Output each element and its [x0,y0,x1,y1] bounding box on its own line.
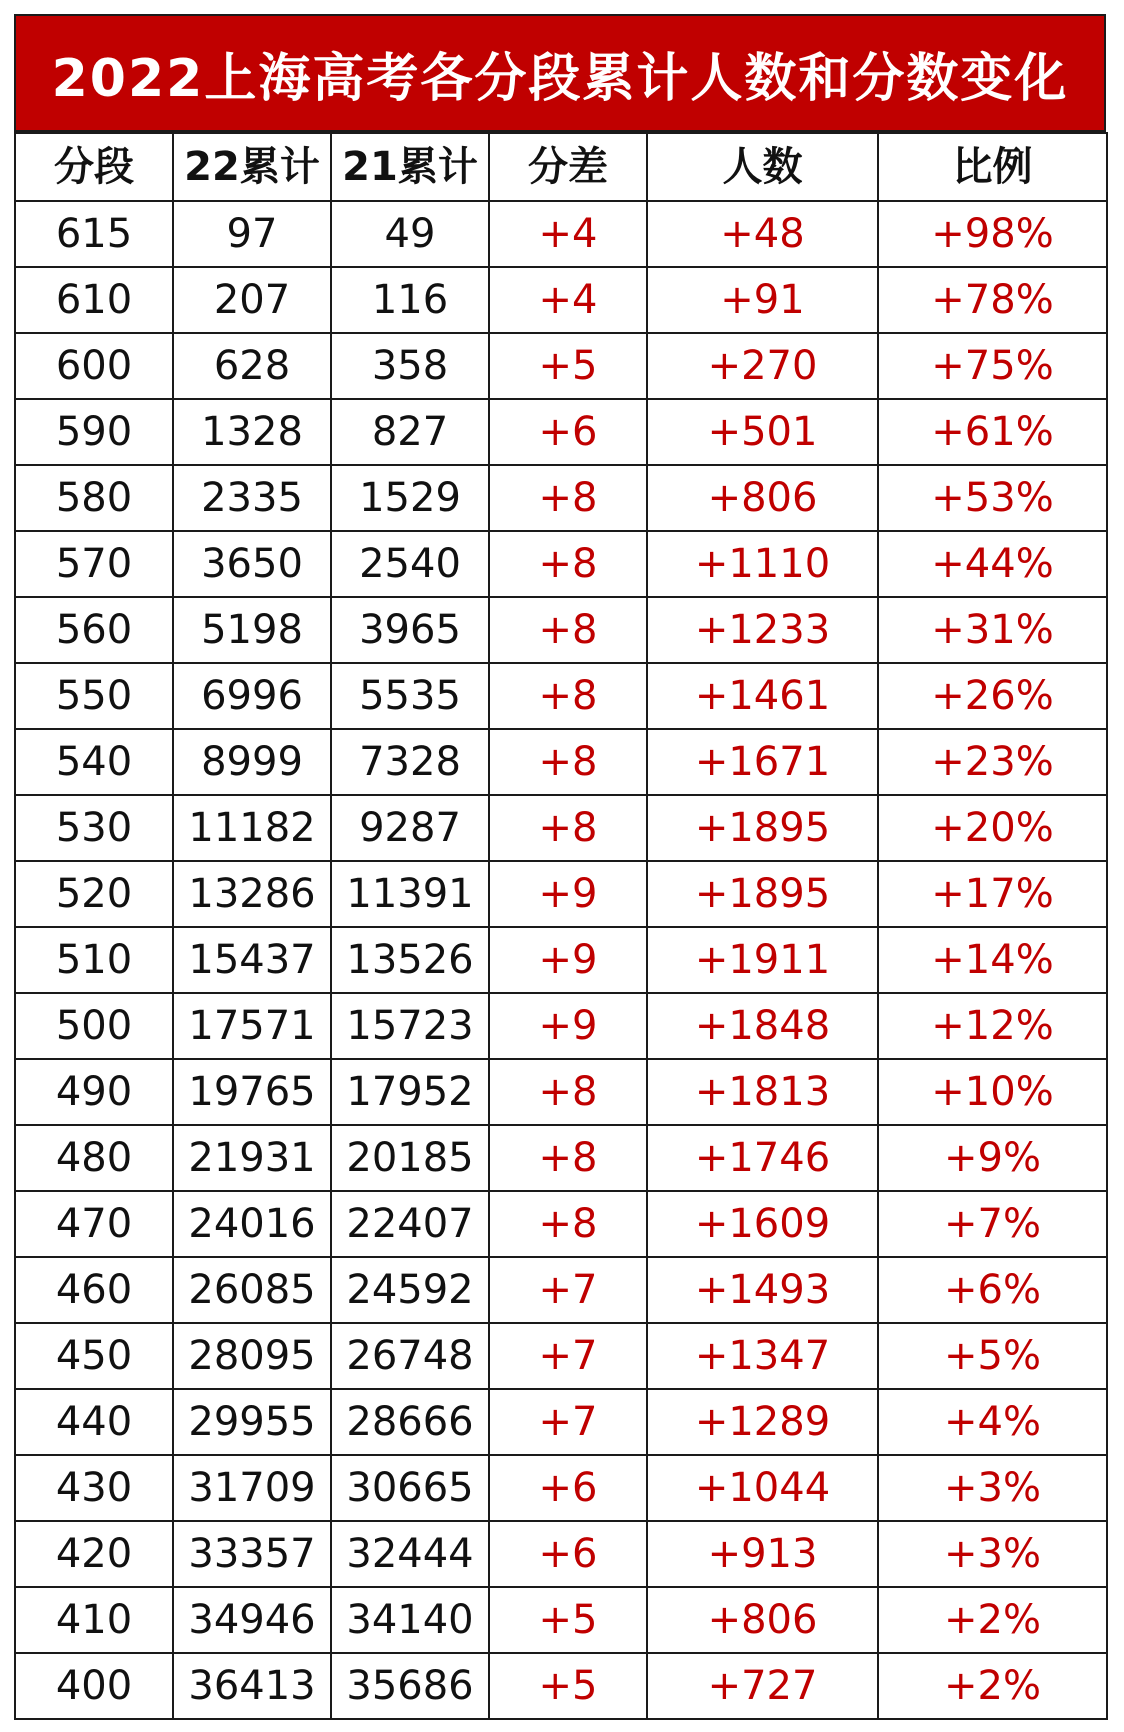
table-row [15,1125,1107,1191]
table-row [15,1521,1107,1587]
score-diff-cell: +8 [489,795,647,861]
cumulative-2021-cell: 26748 [331,1323,489,1389]
score-diff-cell: +6 [489,1455,647,1521]
count-change-cell: +1671 [647,729,878,795]
score-band-cell: 440 [15,1389,173,1455]
cumulative-2022-cell: 207 [173,267,331,333]
score-band-cell: 560 [15,597,173,663]
score-diff-cell: +8 [489,1191,647,1257]
ratio-cell: +3% [878,1455,1107,1521]
cumulative-2021-cell: 2540 [331,531,489,597]
table-row [15,333,1107,399]
table-row [15,927,1107,993]
cumulative-2021-cell: 34140 [331,1587,489,1653]
score-diff-cell: +8 [489,729,647,795]
ratio-cell: +3% [878,1521,1107,1587]
score-band-cell: 410 [15,1587,173,1653]
score-band-cell: 590 [15,399,173,465]
cumulative-2022-cell: 29955 [173,1389,331,1455]
table-row [15,1587,1107,1653]
score-band-cell: 420 [15,1521,173,1587]
count-change-cell: +270 [647,333,878,399]
cumulative-2021-cell: 13526 [331,927,489,993]
count-change-cell: +1848 [647,993,878,1059]
column-header-2022-cumulative: 22累计 [173,133,331,201]
cumulative-2022-cell: 36413 [173,1653,331,1719]
cumulative-2021-cell: 24592 [331,1257,489,1323]
cumulative-2021-cell: 7328 [331,729,489,795]
cumulative-2021-cell: 9287 [331,795,489,861]
column-header-score-band: 分段 [15,133,173,201]
cumulative-2021-cell: 49 [331,201,489,267]
ratio-cell: +2% [878,1587,1107,1653]
score-diff-cell: +7 [489,1389,647,1455]
cumulative-2022-cell: 34946 [173,1587,331,1653]
score-band-cell: 430 [15,1455,173,1521]
score-diff-cell: +4 [489,201,647,267]
column-header-score-difference: 分差 [489,133,647,201]
ratio-cell: +2% [878,1653,1107,1719]
column-header-ratio: 比例 [878,133,1107,201]
cumulative-2021-cell: 20185 [331,1125,489,1191]
cumulative-2022-cell: 21931 [173,1125,331,1191]
table-row [15,1455,1107,1521]
ratio-cell: +75% [878,333,1107,399]
score-diff-cell: +5 [489,1653,647,1719]
score-band-cell: 480 [15,1125,173,1191]
score-band-cell: 580 [15,465,173,531]
table-row [15,1323,1107,1389]
cumulative-2022-cell: 628 [173,333,331,399]
cumulative-2022-cell: 33357 [173,1521,331,1587]
ratio-cell: +53% [878,465,1107,531]
count-change-cell: +1911 [647,927,878,993]
table-row [15,663,1107,729]
cumulative-2022-cell: 17571 [173,993,331,1059]
table-title: 2022上海高考各分段累计人数和分数变化 [14,14,1106,132]
score-diff-cell: +5 [489,333,647,399]
cumulative-2022-cell: 3650 [173,531,331,597]
cumulative-2022-cell: 2335 [173,465,331,531]
score-band-cell: 520 [15,861,173,927]
cumulative-2022-cell: 19765 [173,1059,331,1125]
score-band-cell: 610 [15,267,173,333]
score-band-cell: 490 [15,1059,173,1125]
cumulative-2021-cell: 35686 [331,1653,489,1719]
cumulative-2022-cell: 1328 [173,399,331,465]
cumulative-2021-cell: 17952 [331,1059,489,1125]
cumulative-2022-cell: 13286 [173,861,331,927]
score-band-cell: 450 [15,1323,173,1389]
count-change-cell: +1895 [647,861,878,927]
score-diff-cell: +6 [489,399,647,465]
ratio-cell: +12% [878,993,1107,1059]
cumulative-2021-cell: 358 [331,333,489,399]
ratio-cell: +98% [878,201,1107,267]
table-row [15,465,1107,531]
ratio-cell: +10% [878,1059,1107,1125]
ratio-cell: +4% [878,1389,1107,1455]
cumulative-2022-cell: 5198 [173,597,331,663]
score-band-cell: 470 [15,1191,173,1257]
cumulative-2021-cell: 30665 [331,1455,489,1521]
count-change-cell: +1044 [647,1455,878,1521]
ratio-cell: +78% [878,267,1107,333]
count-change-cell: +91 [647,267,878,333]
count-change-cell: +1493 [647,1257,878,1323]
count-change-cell: +1895 [647,795,878,861]
table-row [15,729,1107,795]
cumulative-2022-cell: 26085 [173,1257,331,1323]
score-band-cell: 550 [15,663,173,729]
score-diff-cell: +7 [489,1257,647,1323]
table-row [15,1191,1107,1257]
ratio-cell: +5% [878,1323,1107,1389]
cumulative-2021-cell: 3965 [331,597,489,663]
cumulative-2021-cell: 32444 [331,1521,489,1587]
score-diff-cell: +7 [489,1323,647,1389]
score-table [14,132,1108,1720]
count-change-cell: +1233 [647,597,878,663]
score-diff-cell: +4 [489,267,647,333]
score-diff-cell: +9 [489,993,647,1059]
score-diff-cell: +8 [489,1125,647,1191]
count-change-cell: +1609 [647,1191,878,1257]
cumulative-2021-cell: 28666 [331,1389,489,1455]
table-row [15,795,1107,861]
score-band-cell: 570 [15,531,173,597]
score-diff-cell: +8 [489,663,647,729]
ratio-cell: +20% [878,795,1107,861]
table-row [15,1653,1107,1719]
count-change-cell: +913 [647,1521,878,1587]
table-body [15,201,1107,1719]
score-band-cell: 500 [15,993,173,1059]
count-change-cell: +1110 [647,531,878,597]
cumulative-2021-cell: 1529 [331,465,489,531]
cumulative-2022-cell: 31709 [173,1455,331,1521]
score-diff-cell: +6 [489,1521,647,1587]
score-band-cell: 510 [15,927,173,993]
table-row [15,267,1107,333]
ratio-cell: +44% [878,531,1107,597]
cumulative-2021-cell: 11391 [331,861,489,927]
table-row [15,1257,1107,1323]
cumulative-2022-cell: 8999 [173,729,331,795]
score-band-cell: 615 [15,201,173,267]
count-change-cell: +501 [647,399,878,465]
ratio-cell: +6% [878,1257,1107,1323]
count-change-cell: +806 [647,1587,878,1653]
score-diff-cell: +8 [489,597,647,663]
cumulative-2022-cell: 24016 [173,1191,331,1257]
table-row [15,993,1107,1059]
table-row [15,861,1107,927]
ratio-cell: +31% [878,597,1107,663]
count-change-cell: +1813 [647,1059,878,1125]
cumulative-2021-cell: 116 [331,267,489,333]
ratio-cell: +26% [878,663,1107,729]
cumulative-2021-cell: 5535 [331,663,489,729]
ratio-cell: +17% [878,861,1107,927]
score-band-cell: 400 [15,1653,173,1719]
score-table-sheet [14,14,1106,1720]
score-band-cell: 530 [15,795,173,861]
table-row [15,597,1107,663]
table-row [15,531,1107,597]
cumulative-2022-cell: 11182 [173,795,331,861]
cumulative-2022-cell: 6996 [173,663,331,729]
count-change-cell: +1746 [647,1125,878,1191]
score-diff-cell: +8 [489,1059,647,1125]
count-change-cell: +806 [647,465,878,531]
ratio-cell: +23% [878,729,1107,795]
table-row [15,1389,1107,1455]
score-band-cell: 600 [15,333,173,399]
ratio-cell: +14% [878,927,1107,993]
count-change-cell: +1289 [647,1389,878,1455]
cumulative-2021-cell: 15723 [331,993,489,1059]
ratio-cell: +7% [878,1191,1107,1257]
ratio-cell: +61% [878,399,1107,465]
score-band-cell: 540 [15,729,173,795]
score-diff-cell: +9 [489,927,647,993]
column-header-2021-cumulative: 21累计 [331,133,489,201]
header-row [15,133,1107,201]
count-change-cell: +48 [647,201,878,267]
score-diff-cell: +8 [489,465,647,531]
cumulative-2021-cell: 827 [331,399,489,465]
cumulative-2022-cell: 97 [173,201,331,267]
score-diff-cell: +9 [489,861,647,927]
cumulative-2021-cell: 22407 [331,1191,489,1257]
score-band-cell: 460 [15,1257,173,1323]
count-change-cell: +1347 [647,1323,878,1389]
table-row [15,399,1107,465]
score-diff-cell: +5 [489,1587,647,1653]
cumulative-2022-cell: 28095 [173,1323,331,1389]
score-diff-cell: +8 [489,531,647,597]
count-change-cell: +727 [647,1653,878,1719]
ratio-cell: +9% [878,1125,1107,1191]
cumulative-2022-cell: 15437 [173,927,331,993]
count-change-cell: +1461 [647,663,878,729]
table-row [15,201,1107,267]
table-row [15,1059,1107,1125]
column-header-count-change: 人数 [647,133,878,201]
